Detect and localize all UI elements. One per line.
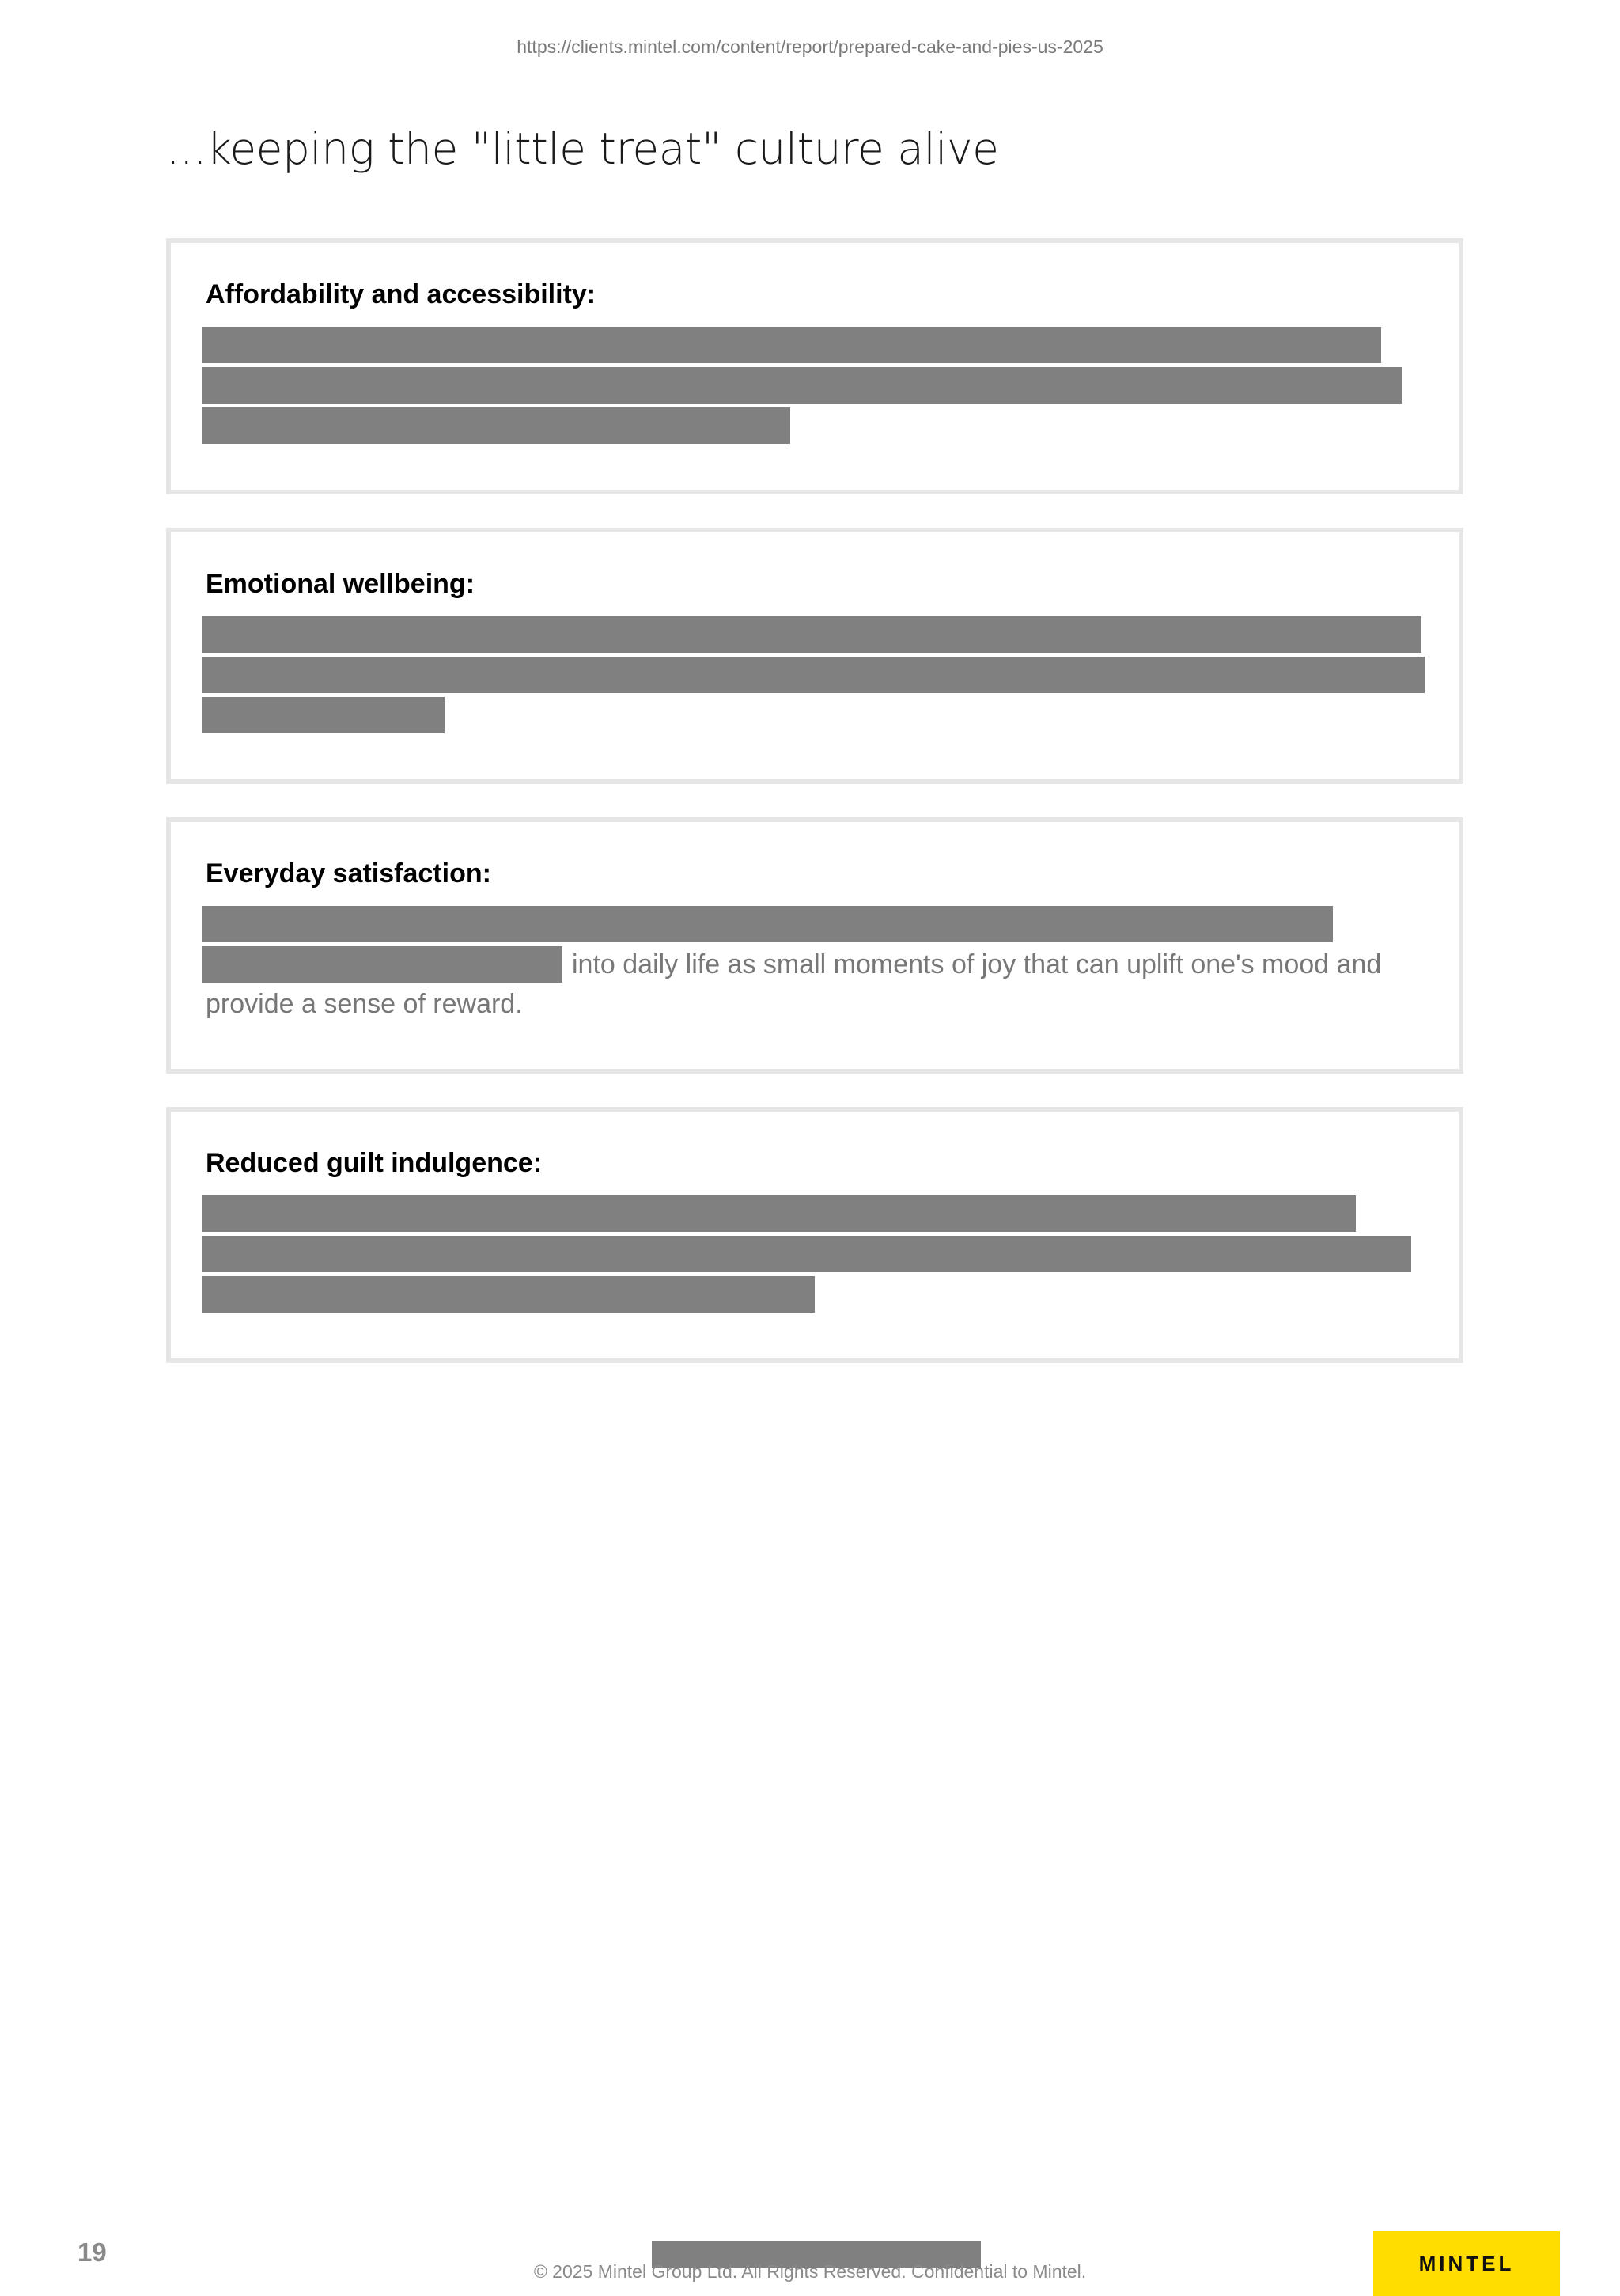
redacted-text [202, 367, 1402, 404]
redacted-text [202, 616, 1421, 653]
card-title: Everyday satisfaction: [206, 858, 491, 888]
page-title: ...keeping the "little treat" culture alive [166, 123, 999, 174]
copyright-notice: © 2025 Mintel Group Ltd. All Rights Reserved. Confidential to Mintel. [533, 2261, 1087, 2282]
redacted-text [202, 327, 1381, 363]
redacted-text [202, 1195, 1356, 1232]
redacted-text [202, 657, 1425, 693]
redacted-text [202, 1236, 1411, 1272]
card-everyday-satisfaction [166, 817, 1463, 1074]
card-affordability [166, 238, 1463, 494]
card-title: Emotional wellbeing: [206, 569, 475, 599]
card-reduced-guilt [166, 1107, 1463, 1363]
card-body-text: into daily life as small moments of joy that can uplift one's mood and provide a sense of reward. [206, 949, 1382, 1019]
card-title: Reduced guilt indulgence: [206, 1148, 543, 1178]
redacted-text [202, 407, 790, 444]
redacted-text [202, 906, 1333, 942]
redacted-text [202, 697, 445, 733]
card-title: Affordability and accessibility: [206, 279, 596, 309]
page-number: 19 [78, 2237, 107, 2267]
redacted-text [202, 1276, 815, 1313]
mintel-logo [1373, 2231, 1560, 2296]
report-url: https://clients.mintel.com/content/report/prepared-cake-and-pies-us-2025 [517, 36, 1103, 57]
card-emotional-wellbeing [166, 528, 1463, 784]
logo-text: MINTEL [1418, 2251, 1515, 2275]
